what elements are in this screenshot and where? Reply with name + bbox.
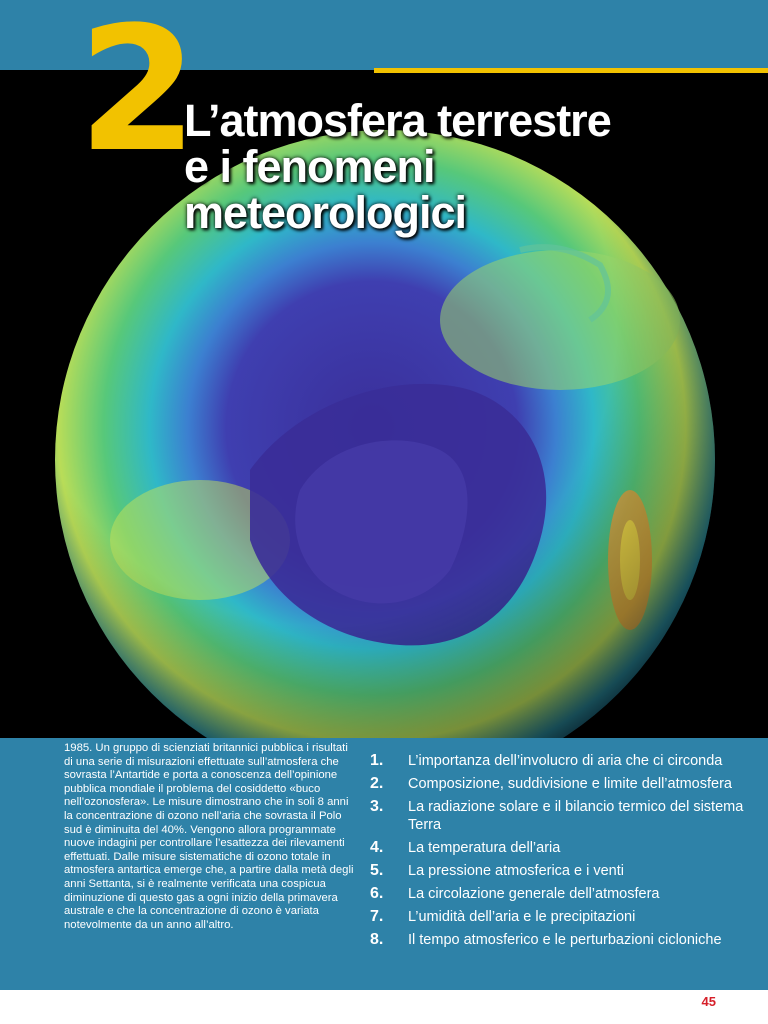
toc-item <box>370 839 762 857</box>
toc-number: 7. <box>370 908 384 925</box>
toc-text: La radiazione solare e il bilancio termico del sistema Terra <box>408 799 744 833</box>
toc-item <box>370 862 762 880</box>
toc-number: 4. <box>370 839 384 856</box>
toc-number: 1. <box>370 752 384 769</box>
intro-paragraph: 1985. Un gruppo di scienziati britannici pubblica i risultati di una serie di misurazioni effettuate sull’atmosfera che sovrasta l’Antartide e porta a conoscenza dell’opinione pubblica mondiale il problema del cosiddetto «buco nell’ozonosfera». Le misure dimostrano che in soli 8 anni la concentrazione di ozono nell’aria che sovrasta il Polo sud è diminuita del 40%. Vengono allora programmate nuove indagini per controllare l’esattezza dei rilevamenti effettuati. Dalle misure sistematiche di ozono totale in atmosfera antartica emerge che, a partire dalla metà degli anni Settanta, si è realmente verificata una cospicua diminuzione di questo gas a ogni inizio della primavera australe e che la concentrazione di ozono è variata notevolmente da un anno all’altro. <box>64 742 354 931</box>
toc-number: 2. <box>370 775 384 792</box>
toc-text: L’importanza dell’involucro di aria che ci circonda <box>408 753 723 769</box>
page-number: 45 <box>701 994 716 1009</box>
chapter-title-line: meteorologici <box>184 187 467 238</box>
chapter-title-line: L’atmosfera terrestre <box>184 95 611 146</box>
toc-number: 3. <box>370 798 384 815</box>
toc-item <box>370 885 762 903</box>
toc-text: La circolazione generale dell’atmosfera <box>408 886 660 902</box>
toc-item <box>370 798 762 834</box>
toc-number: 6. <box>370 885 384 902</box>
toc-item <box>370 752 762 770</box>
chapter-title <box>184 95 611 238</box>
toc-text: La pressione atmosferica e i venti <box>408 863 624 879</box>
chapter-title-line: e i fenomeni <box>184 141 435 192</box>
toc-text: Il tempo atmosferico e le perturbazioni cicloniche <box>408 932 722 948</box>
chapter-contents-list <box>370 752 762 954</box>
toc-text: La temperatura dell’aria <box>408 840 561 856</box>
toc-number: 5. <box>370 862 384 879</box>
toc-text: Composizione, suddivisione e limite dell’atmosfera <box>408 776 732 792</box>
chapter-number: 2 <box>78 0 192 190</box>
toc-item <box>370 775 762 793</box>
toc-item <box>370 908 762 926</box>
toc-item <box>370 931 762 949</box>
yellow-rule <box>374 68 768 73</box>
toc-number: 8. <box>370 931 384 948</box>
toc-text: L’umidità dell’aria e le precipitazioni <box>408 909 636 925</box>
